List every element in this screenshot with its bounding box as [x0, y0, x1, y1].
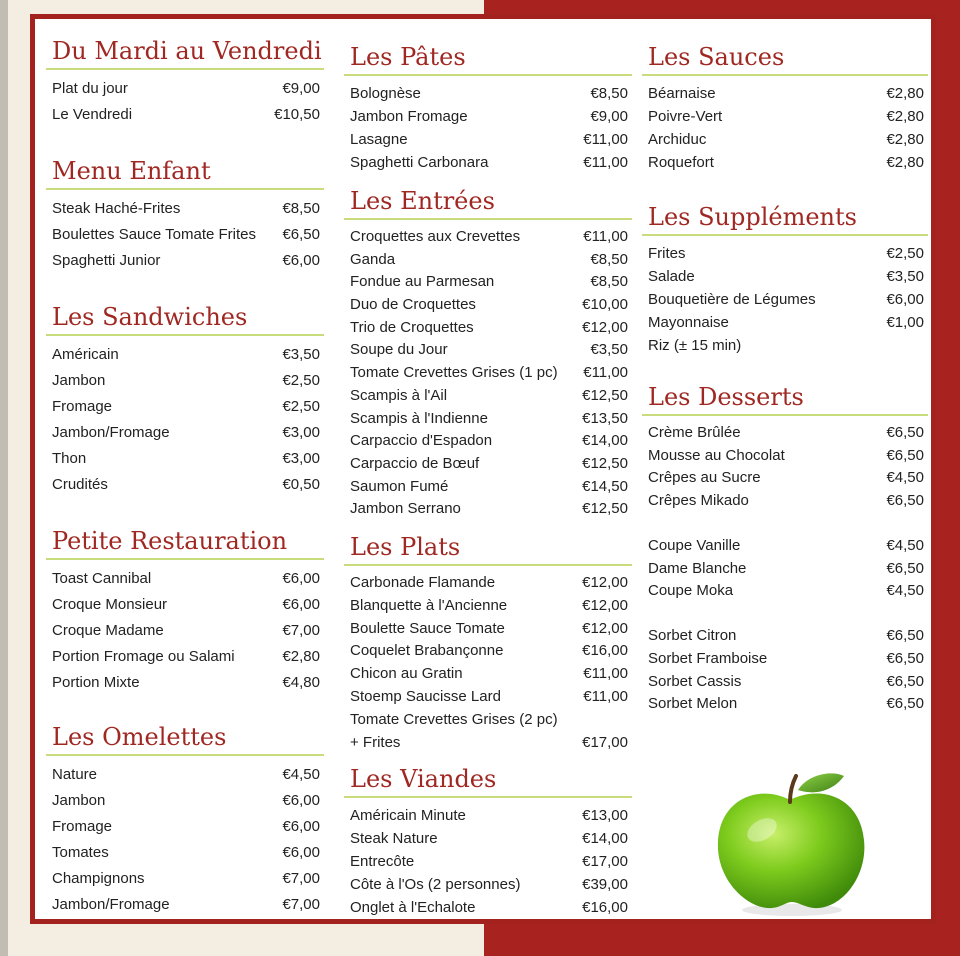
menu-item-price: €13,50 — [582, 409, 628, 427]
menu-item — [344, 294, 632, 317]
menu-item-name: Mayonnaise — [648, 314, 729, 331]
section-mardi — [46, 36, 324, 128]
menu-item-name: Carbonade Flamande — [350, 574, 496, 591]
menu-item-name: Jambon — [52, 372, 106, 389]
menu-item-name: Plat du jour — [52, 80, 128, 97]
menu-item-price: €12,00 — [582, 596, 628, 614]
menu-item — [642, 422, 928, 445]
menu-item — [344, 498, 632, 521]
menu-item — [344, 827, 632, 850]
menu-item-name: + Frites — [350, 733, 401, 751]
menu-item — [46, 222, 324, 248]
menu-item-name: Américain — [52, 346, 119, 363]
menu-item — [344, 476, 632, 499]
menu-item-price: €6,50 — [886, 491, 924, 509]
menu-item — [344, 385, 632, 408]
menu-item-price: €6,00 — [282, 818, 320, 835]
menu-item-price: €6,00 — [282, 596, 320, 613]
menu-item-price: €8,50 — [590, 250, 628, 268]
section-title: Les Entrées — [350, 187, 495, 215]
menu-item-name: Tomate Crevettes Grises (2 pc) — [350, 710, 558, 728]
menu-item-name: Saumon Fumé — [350, 477, 449, 495]
menu-item-price: €7,00 — [282, 896, 320, 913]
menu-item-price: €2,80 — [886, 131, 924, 148]
menu-item — [642, 82, 928, 105]
menu-item — [344, 430, 632, 453]
menu-item-name: Scampis à l'Ail — [350, 386, 448, 404]
menu-item-name: Onglet à l'Echalote — [350, 899, 476, 916]
menu-item — [46, 472, 324, 498]
section-title: Les Pâtes — [350, 43, 466, 71]
menu-item-name: Ganda — [350, 250, 396, 268]
menu-item-price: €11,00 — [583, 131, 628, 148]
menu-item-name: Béarnaise — [648, 85, 716, 102]
menu-item-name: Coquelet Brabançonne — [350, 642, 504, 660]
divider — [46, 754, 324, 756]
section-viandes — [344, 764, 632, 919]
menu-item-price: €16,00 — [582, 899, 628, 916]
menu-item-price: €16,00 — [582, 642, 628, 660]
menu-item-price: €4,50 — [886, 582, 924, 600]
menu-item-price: €2,50 — [886, 245, 924, 262]
menu-item-price: €0,50 — [282, 476, 320, 493]
menu-item-price: €6,50 — [886, 695, 924, 713]
menu-item-price: €9,00 — [590, 108, 628, 125]
menu-item — [46, 368, 324, 394]
menu-item-name: Américain Minute — [350, 807, 466, 824]
menu-item — [46, 446, 324, 472]
menu-item-price: €6,50 — [886, 424, 924, 441]
menu-item-name: Mousse au Chocolat — [648, 446, 785, 464]
menu-item-name: Coupe Vanille — [648, 536, 741, 554]
menu-item — [642, 128, 928, 151]
menu-item — [344, 896, 632, 919]
divider — [344, 796, 632, 798]
menu-item-price: €11,00 — [583, 687, 628, 705]
section-title: Les Suppléments — [648, 203, 857, 231]
menu-item — [642, 445, 928, 468]
menu-item-price: €4,50 — [886, 536, 924, 554]
menu-item-name: Crêpes au Sucre — [648, 469, 761, 487]
section-title: Les Plats — [350, 533, 461, 561]
menu-item — [344, 151, 632, 174]
menu-item-name: Boulettes Sauce Tomate Frites — [52, 226, 256, 243]
menu-item-price: €6,50 — [886, 672, 924, 690]
menu-item — [642, 151, 928, 174]
menu-item-price: €3,50 — [590, 341, 628, 359]
menu-item-name: Carpaccio d'Espadon — [350, 432, 493, 450]
divider — [344, 74, 632, 76]
menu-item-name: Croquettes aux Crevettes — [350, 228, 521, 245]
menu-item-name: Croque Monsieur — [52, 596, 168, 613]
menu-item-price: €8,50 — [282, 200, 320, 217]
menu-item — [344, 595, 632, 618]
menu-item — [344, 640, 632, 663]
menu-item-price: €2,80 — [886, 154, 924, 171]
section-sandwiches — [46, 302, 324, 498]
menu-item-price: €6,50 — [886, 559, 924, 577]
menu-item-name: Spaghetti Junior — [52, 252, 161, 269]
section-petite — [46, 526, 324, 696]
green-apple-icon — [712, 768, 872, 918]
menu-item-price: €14,00 — [582, 830, 628, 847]
menu-item-price: €6,00 — [282, 252, 320, 269]
menu-item — [46, 394, 324, 420]
menu-item-name: Jambon/Fromage — [52, 896, 170, 913]
menu-item-name: Dame Blanche — [648, 559, 747, 577]
menu-item-price: €3,50 — [886, 268, 924, 285]
menu-item-name: Scampis à l'Indienne — [350, 409, 488, 427]
menu-item — [642, 311, 928, 334]
section-title: Les Omelettes — [52, 723, 227, 751]
menu-item — [344, 271, 632, 294]
menu-item-price: €6,50 — [282, 226, 320, 243]
menu-item-name: Champignons — [52, 870, 145, 887]
menu-item-price: €6,50 — [886, 627, 924, 645]
menu-item — [46, 670, 324, 696]
menu-item — [344, 362, 632, 385]
menu-item-name: Crudités — [52, 476, 108, 493]
menu-item — [46, 644, 324, 670]
menu-item-name: Roquefort — [648, 154, 714, 171]
menu-item — [46, 592, 324, 618]
divider — [46, 558, 324, 560]
menu-item-name: Portion Fromage ou Salami — [52, 648, 235, 665]
menu-item-price: €12,50 — [582, 454, 628, 472]
menu-item-price: €12,50 — [582, 386, 628, 404]
menu-item-name: Bolognèse — [350, 85, 421, 102]
menu-item-price: €4,80 — [282, 674, 320, 691]
menu-item — [642, 490, 928, 513]
section-enfant — [46, 156, 324, 274]
menu-item — [642, 467, 928, 490]
menu-item — [344, 128, 632, 151]
menu-item — [642, 512, 928, 535]
menu-item — [642, 265, 928, 288]
menu-item — [344, 408, 632, 431]
section-entrees — [344, 186, 632, 521]
menu-item — [642, 105, 928, 128]
menu-item-price: €4,50 — [886, 469, 924, 487]
menu-item — [344, 572, 632, 595]
menu-item — [46, 762, 324, 788]
divider — [642, 74, 928, 76]
menu-item-price: €2,50 — [282, 398, 320, 415]
menu-item-price: €10,50 — [274, 106, 320, 123]
menu-item-price: €1,00 — [886, 314, 924, 331]
section-pates — [344, 42, 632, 174]
divider — [344, 564, 632, 566]
menu-item — [46, 566, 324, 592]
menu-item-price: €4,50 — [282, 766, 320, 783]
menu-item-name: Soupe du Jour — [350, 341, 448, 359]
menu-item — [46, 814, 324, 840]
menu-item — [344, 850, 632, 873]
menu-item-name: Crème Brûlée — [648, 424, 741, 441]
menu-item-name: Frites — [648, 245, 686, 262]
menu-item — [642, 242, 928, 265]
menu-item-price: €14,00 — [582, 432, 628, 450]
section-title: Petite Restauration — [52, 527, 288, 555]
menu-item-price: €39,00 — [582, 876, 628, 893]
menu-item-price: €2,80 — [886, 85, 924, 102]
menu-item-price: €2,80 — [282, 648, 320, 665]
section-title: Les Sauces — [648, 43, 785, 71]
menu-item-name: Jambon Fromage — [350, 108, 468, 125]
menu-item — [344, 804, 632, 827]
menu-item-price: €7,00 — [282, 870, 320, 887]
menu-item — [642, 671, 928, 694]
menu-item-price: €11,00 — [583, 364, 628, 382]
menu-item — [46, 342, 324, 368]
menu-item-name: Salade — [648, 268, 695, 285]
menu-item-name: Sorbet Framboise — [648, 649, 768, 667]
menu-item-price: €17,00 — [582, 733, 628, 751]
menu-item — [46, 892, 324, 918]
section-title: Du Mardi au Vendredi — [52, 37, 322, 65]
menu-item-price: €8,50 — [590, 273, 628, 291]
menu-item — [642, 558, 928, 581]
menu-item-price: €17,00 — [582, 853, 628, 870]
menu-item-name: Fondue au Parmesan — [350, 273, 495, 291]
menu-item-name: Croque Madame — [52, 622, 164, 639]
menu-item-name: Fromage — [52, 398, 113, 415]
divider — [642, 414, 928, 416]
menu-item-price: €6,00 — [282, 844, 320, 861]
menu-item — [642, 580, 928, 603]
section-desserts — [642, 382, 928, 716]
menu-item-name: Portion Mixte — [52, 674, 140, 691]
menu-item-price: €8,50 — [590, 85, 628, 102]
menu-item-name: Jambon Serrano — [350, 500, 461, 518]
menu-item-price: €2,80 — [886, 108, 924, 125]
menu-item-price: €6,50 — [886, 446, 924, 464]
menu-item-price: €12,00 — [582, 574, 628, 591]
menu-item-name: Fromage — [52, 818, 113, 835]
menu-item-name: Thon — [52, 450, 87, 467]
menu-item-name: Chicon au Gratin — [350, 665, 463, 683]
section-supplements — [642, 202, 928, 357]
menu-item-price: €6,00 — [282, 792, 320, 809]
menu-item-price: €14,50 — [582, 477, 628, 495]
section-title: Les Desserts — [648, 383, 804, 411]
menu-item-name: Stoemp Saucisse Lard — [350, 687, 501, 705]
menu-item-price: €3,50 — [282, 346, 320, 363]
menu-item — [344, 663, 632, 686]
menu-item-name: Trio de Croquettes — [350, 318, 474, 336]
menu-item — [344, 873, 632, 896]
section-title: Menu Enfant — [52, 157, 211, 185]
menu-item-name: Toast Cannibal — [52, 570, 152, 587]
menu-item — [344, 709, 632, 732]
menu-item — [46, 788, 324, 814]
menu-item-price: €6,00 — [282, 570, 320, 587]
menu-item — [642, 288, 928, 311]
menu-item-name: Jambon — [52, 792, 106, 809]
menu-item-price: €6,00 — [886, 291, 924, 308]
menu-item-name: Duo de Croquettes — [350, 296, 476, 314]
menu-item — [344, 453, 632, 476]
menu-item-name: Steak Haché-Frites — [52, 200, 181, 217]
menu-item-name: Spaghetti Carbonara — [350, 154, 489, 171]
menu-item — [344, 317, 632, 340]
divider — [642, 234, 928, 236]
menu-item-price: €3,00 — [282, 424, 320, 441]
menu-item — [46, 76, 324, 102]
section-omelettes — [46, 722, 324, 918]
menu-item-name: Sorbet Melon — [648, 695, 738, 713]
menu-item — [344, 339, 632, 362]
menu-item — [46, 196, 324, 222]
menu-item — [344, 105, 632, 128]
menu-item-price: €9,00 — [282, 80, 320, 97]
divider — [46, 334, 324, 336]
menu-item — [46, 102, 324, 128]
menu-item-name: Nature — [52, 766, 98, 783]
menu-item-price: €12,00 — [582, 619, 628, 637]
menu-item — [344, 226, 632, 249]
menu-item — [344, 618, 632, 641]
menu-item — [344, 686, 632, 709]
menu-item — [642, 693, 928, 716]
menu-item-price: €12,00 — [582, 318, 628, 336]
menu-item-name: Archiduc — [648, 131, 707, 148]
menu-item-name: Tomates — [52, 844, 109, 861]
menu-item — [642, 648, 928, 671]
menu-item-name: Carpaccio de Bœuf — [350, 454, 480, 472]
menu-item-price: €3,00 — [282, 450, 320, 467]
menu-item-price: €2,50 — [282, 372, 320, 389]
page-edge — [0, 0, 8, 956]
menu-item — [46, 618, 324, 644]
menu-item — [642, 603, 928, 626]
menu-item-name: Tomate Crevettes Grises (1 pc) — [350, 364, 558, 382]
menu-item-name: Bouquetière de Légumes — [648, 291, 816, 308]
menu-item-name: Sorbet Citron — [648, 627, 737, 645]
menu-item-price: €6,50 — [886, 649, 924, 667]
menu-item-name: Blanquette à l'Ancienne — [350, 596, 508, 614]
menu-item — [642, 625, 928, 648]
divider — [46, 68, 324, 70]
menu-item — [46, 866, 324, 892]
menu-item-name: Boulette Sauce Tomate — [350, 619, 505, 637]
section-sauces — [642, 42, 928, 174]
menu-item — [46, 840, 324, 866]
menu-item-name: Le Vendredi — [52, 106, 133, 123]
divider — [344, 218, 632, 220]
menu-item-price: €13,00 — [582, 807, 628, 824]
section-title: Les Viandes — [350, 765, 497, 793]
section-title: Les Sandwiches — [52, 303, 248, 331]
section-plats — [344, 532, 632, 754]
menu-item — [642, 535, 928, 558]
menu-item — [344, 249, 632, 272]
menu-item — [46, 420, 324, 446]
menu-item-price: €11,00 — [583, 228, 628, 245]
divider — [46, 188, 324, 190]
menu-item — [344, 82, 632, 105]
menu-item-name: Entrecôte — [350, 853, 415, 870]
menu-item-price: €12,50 — [582, 500, 628, 518]
menu-item-name: Jambon/Fromage — [52, 424, 170, 441]
menu-item-name: Sorbet Cassis — [648, 672, 742, 690]
menu-item-name: Poivre-Vert — [648, 108, 723, 125]
menu-item-price: €11,00 — [583, 665, 628, 683]
menu-item — [642, 334, 928, 357]
menu-item-price: €7,00 — [282, 622, 320, 639]
menu-item — [46, 248, 324, 274]
menu-item — [344, 732, 632, 755]
menu-item-name: Steak Nature — [350, 830, 438, 847]
menu-item-name: Riz (± 15 min) — [648, 337, 742, 354]
menu-item-price: €11,00 — [583, 154, 628, 171]
menu-item-name: Côte à l'Os (2 personnes) — [350, 876, 521, 893]
menu-item-price: €10,00 — [582, 296, 628, 314]
menu-item-name: Coupe Moka — [648, 582, 734, 600]
menu-item-name: Lasagne — [350, 131, 408, 148]
menu-item-name: Crêpes Mikado — [648, 491, 749, 509]
